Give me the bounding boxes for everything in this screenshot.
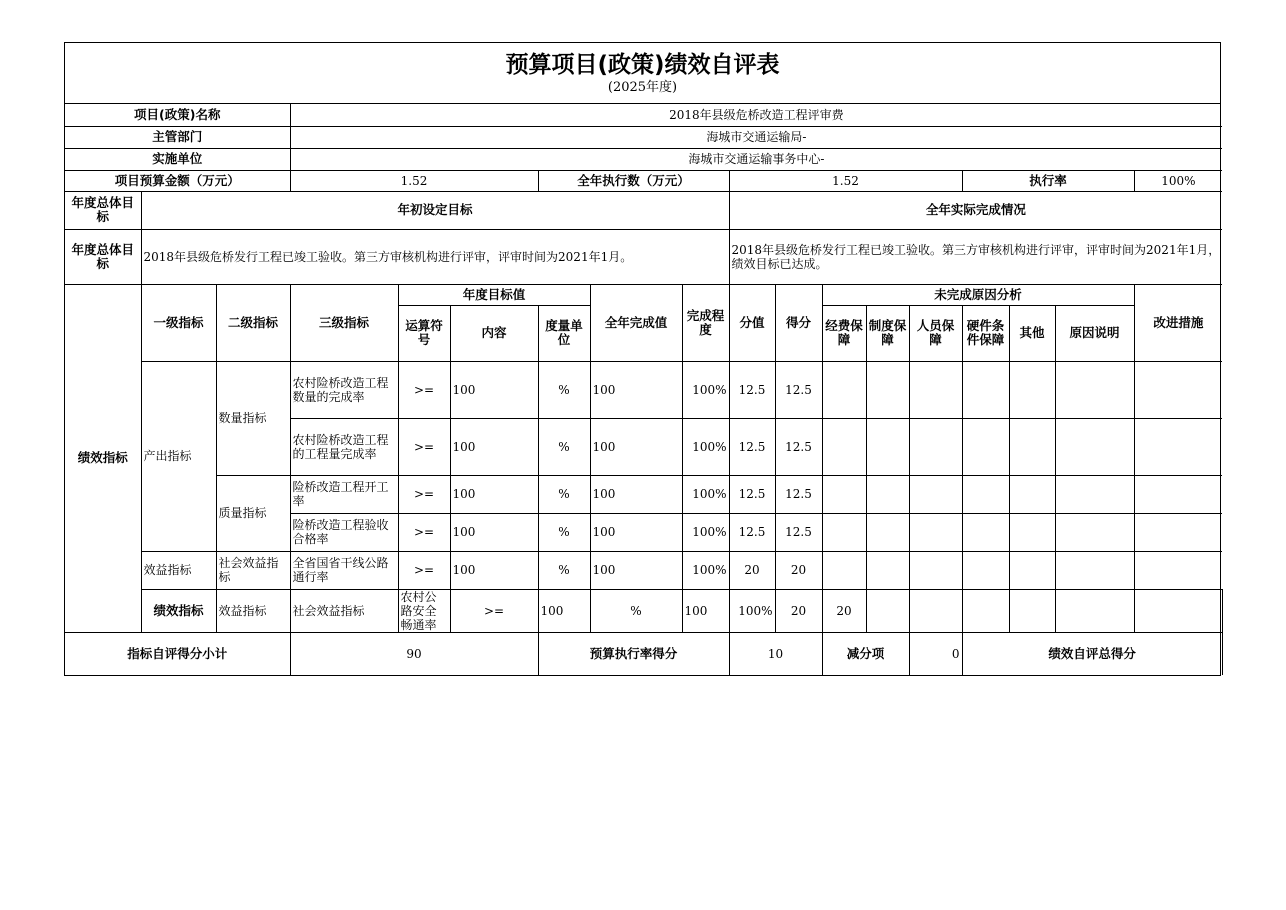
evaluation-sheet	[64, 42, 1221, 676]
annual-execution-label: 全年执行数（万元）	[538, 170, 729, 191]
reason-cell	[962, 589, 1009, 632]
indicator-operator: >=	[398, 361, 450, 418]
indicator-content: 100	[538, 589, 590, 632]
department-value: 海城市交通运输局-	[290, 126, 1222, 148]
indicator-unit: %	[538, 361, 590, 418]
operator-header: 运算符号	[398, 305, 450, 361]
indicator-got: 12.5	[775, 418, 822, 475]
indicator-score: 12.5	[729, 475, 775, 513]
indicator-unit: %	[538, 513, 590, 551]
initial-goal-header: 年初设定目标	[141, 191, 729, 229]
reason-staff-header: 人员保障	[909, 305, 962, 361]
output-indicator-label: 产出指标	[141, 361, 216, 551]
indicator-actual: 100	[590, 418, 682, 475]
annual-target-header: 年度目标值	[398, 284, 590, 305]
indicator-degree: 100%	[729, 589, 775, 632]
goal-header-label: 年度总体目标	[65, 191, 141, 229]
level1-header: 一级指标	[141, 284, 216, 361]
reason-cell	[1055, 551, 1134, 589]
initial-goal-text: 2018年县级危桥发行工程已竣工验收。第三方审核机构进行评审，评审时间为2021年1月。	[141, 229, 729, 284]
indicator-operator: >=	[398, 513, 450, 551]
budget-score-label: 预算执行率得分	[538, 632, 729, 675]
execution-rate-label: 执行率	[962, 170, 1134, 191]
project-name-label: 项目(政策)名称	[65, 104, 290, 126]
reason-cell	[962, 475, 1009, 513]
indicator-degree: 100%	[682, 475, 729, 513]
indicator-name: 险桥改造工程验收合格率	[290, 513, 398, 551]
reason-cell	[909, 418, 962, 475]
reason-analysis-header: 未完成原因分析	[822, 284, 1134, 305]
indicator-got: 20	[822, 589, 866, 632]
indicator-got: 20	[775, 551, 822, 589]
indicator-name: 农村公路安全畅通率	[398, 589, 450, 632]
reason-funding-header: 经费保障	[822, 305, 866, 361]
implementer-value: 海城市交通运输事务中心-	[290, 148, 1222, 170]
reason-cell	[962, 551, 1009, 589]
reason-cell	[909, 551, 962, 589]
indicator-operator: >=	[398, 551, 450, 589]
reason-cell	[866, 513, 909, 551]
project-name-value: 2018年县级危桥改造工程评审费	[290, 104, 1222, 126]
reason-cell	[1055, 589, 1134, 632]
indicator-content: 100	[450, 418, 538, 475]
indicator-name: 险桥改造工程开工率	[290, 475, 398, 513]
reason-hardware-header: 硬件条件保障	[962, 305, 1009, 361]
got-score-header: 得分	[775, 284, 822, 361]
indicator-content: 100	[450, 513, 538, 551]
benefit-indicator-label: 效益指标	[141, 551, 216, 589]
goal-row-label: 年度总体目标	[65, 229, 141, 284]
indicator-content: 100	[450, 475, 538, 513]
title-block	[65, 43, 1220, 104]
sheet-title: 预算项目(政策)绩效自评表	[505, 52, 780, 78]
improvement-cell	[1134, 551, 1222, 589]
reason-cell	[822, 475, 866, 513]
indicator-operator: >=	[398, 475, 450, 513]
indicator-degree: 100%	[682, 418, 729, 475]
indicator-actual: 100	[590, 513, 682, 551]
indicator-score: 12.5	[729, 361, 775, 418]
indicator-actual: 100	[590, 551, 682, 589]
indicator-score: 20	[775, 589, 822, 632]
social-benefit-label: 社会效益指标	[290, 589, 398, 632]
implementer-label: 实施单位	[65, 148, 290, 170]
evaluation-table	[65, 104, 1222, 675]
indicator-unit: %	[538, 475, 590, 513]
indicator-content: 100	[450, 551, 538, 589]
reason-cell	[822, 361, 866, 418]
deduction-label: 减分项	[822, 632, 909, 675]
indicator-actual: 100	[590, 475, 682, 513]
social-benefit-label: 社会效益指标	[216, 551, 290, 589]
reason-cell	[909, 361, 962, 418]
quality-indicator-label: 质量指标	[216, 475, 290, 551]
improvement-cell	[1134, 513, 1222, 551]
indicator-unit: %	[538, 551, 590, 589]
sheet-subtitle: (2025年度)	[607, 80, 678, 95]
reason-cell	[1009, 361, 1055, 418]
indicator-degree: 100%	[682, 551, 729, 589]
deduction-value: 0	[909, 632, 962, 675]
reason-cell	[866, 361, 909, 418]
budget-amount-value: 1.52	[290, 170, 538, 191]
reason-other-header: 其他	[1009, 305, 1055, 361]
indicator-content: 100	[450, 361, 538, 418]
subtotal-value: 90	[290, 632, 538, 675]
reason-cell	[1055, 513, 1134, 551]
budget-amount-label: 项目预算金额（万元）	[65, 170, 290, 191]
annual-actual-header: 全年完成值	[590, 284, 682, 361]
actual-completion-text: 2018年县级危桥发行工程已竣工验收。第三方审核机构进行评审，评审时间为2021年1月，绩效目标已达成。	[729, 229, 1222, 284]
total-score-label: 绩效自评总得分	[962, 632, 1222, 675]
indicator-degree: 100%	[682, 361, 729, 418]
budget-score-value: 10	[729, 632, 822, 675]
indicator-got: 12.5	[775, 475, 822, 513]
reason-cell	[1055, 361, 1134, 418]
subtotal-label: 指标自评得分小计	[65, 632, 290, 675]
improvement-cell	[1134, 361, 1222, 418]
reason-cell	[1055, 475, 1134, 513]
reason-cell	[822, 418, 866, 475]
indicator-actual: 100	[590, 361, 682, 418]
reason-system-header: 制度保障	[866, 305, 909, 361]
reason-description-header: 原因说明	[1055, 305, 1134, 361]
reason-cell	[1055, 418, 1134, 475]
reason-cell	[909, 513, 962, 551]
reason-cell	[822, 551, 866, 589]
completion-degree-header: 完成程度	[682, 284, 729, 361]
indicator-score: 12.5	[729, 418, 775, 475]
score-header: 分值	[729, 284, 775, 361]
reason-cell	[822, 513, 866, 551]
reason-cell	[1009, 589, 1055, 632]
performance-indicator-label: 绩效指标	[65, 284, 141, 632]
indicator-name: 农村险桥改造工程数量的完成率	[290, 361, 398, 418]
reason-cell	[866, 589, 909, 632]
improvement-header: 改进措施	[1134, 284, 1222, 361]
performance-indicator-label-2: 绩效指标	[141, 589, 216, 632]
level2-header: 二级指标	[216, 284, 290, 361]
indicator-operator: >=	[398, 418, 450, 475]
execution-rate-value: 100%	[1134, 170, 1222, 191]
reason-cell	[909, 589, 962, 632]
reason-cell	[962, 513, 1009, 551]
indicator-score: 12.5	[729, 513, 775, 551]
improvement-cell	[1134, 418, 1222, 475]
improvement-cell	[1134, 475, 1222, 513]
level3-header: 三级指标	[290, 284, 398, 361]
department-label: 主管部门	[65, 126, 290, 148]
indicator-name: 全省国省干线公路通行率	[290, 551, 398, 589]
reason-cell	[866, 418, 909, 475]
reason-cell	[909, 475, 962, 513]
reason-cell	[866, 551, 909, 589]
annual-execution-value: 1.52	[729, 170, 962, 191]
unit-header: 度量单位	[538, 305, 590, 361]
indicator-unit: %	[538, 418, 590, 475]
quantity-indicator-label: 数量指标	[216, 361, 290, 475]
indicator-score: 20	[729, 551, 775, 589]
reason-cell	[962, 418, 1009, 475]
reason-cell	[866, 475, 909, 513]
indicator-name: 农村险桥改造工程的工程量完成率	[290, 418, 398, 475]
reason-cell	[1009, 475, 1055, 513]
reason-cell	[1009, 418, 1055, 475]
indicator-unit: %	[590, 589, 682, 632]
reason-cell	[962, 361, 1009, 418]
actual-completion-header: 全年实际完成情况	[729, 191, 1222, 229]
indicator-actual: 100	[682, 589, 729, 632]
reason-cell	[1009, 551, 1055, 589]
indicator-operator: >=	[450, 589, 538, 632]
benefit-indicator-label: 效益指标	[216, 589, 290, 632]
indicator-degree: 100%	[682, 513, 729, 551]
indicator-got: 12.5	[775, 513, 822, 551]
indicator-got: 12.5	[775, 361, 822, 418]
content-header: 内容	[450, 305, 538, 361]
reason-cell	[1009, 513, 1055, 551]
reason-cell	[1134, 589, 1222, 632]
